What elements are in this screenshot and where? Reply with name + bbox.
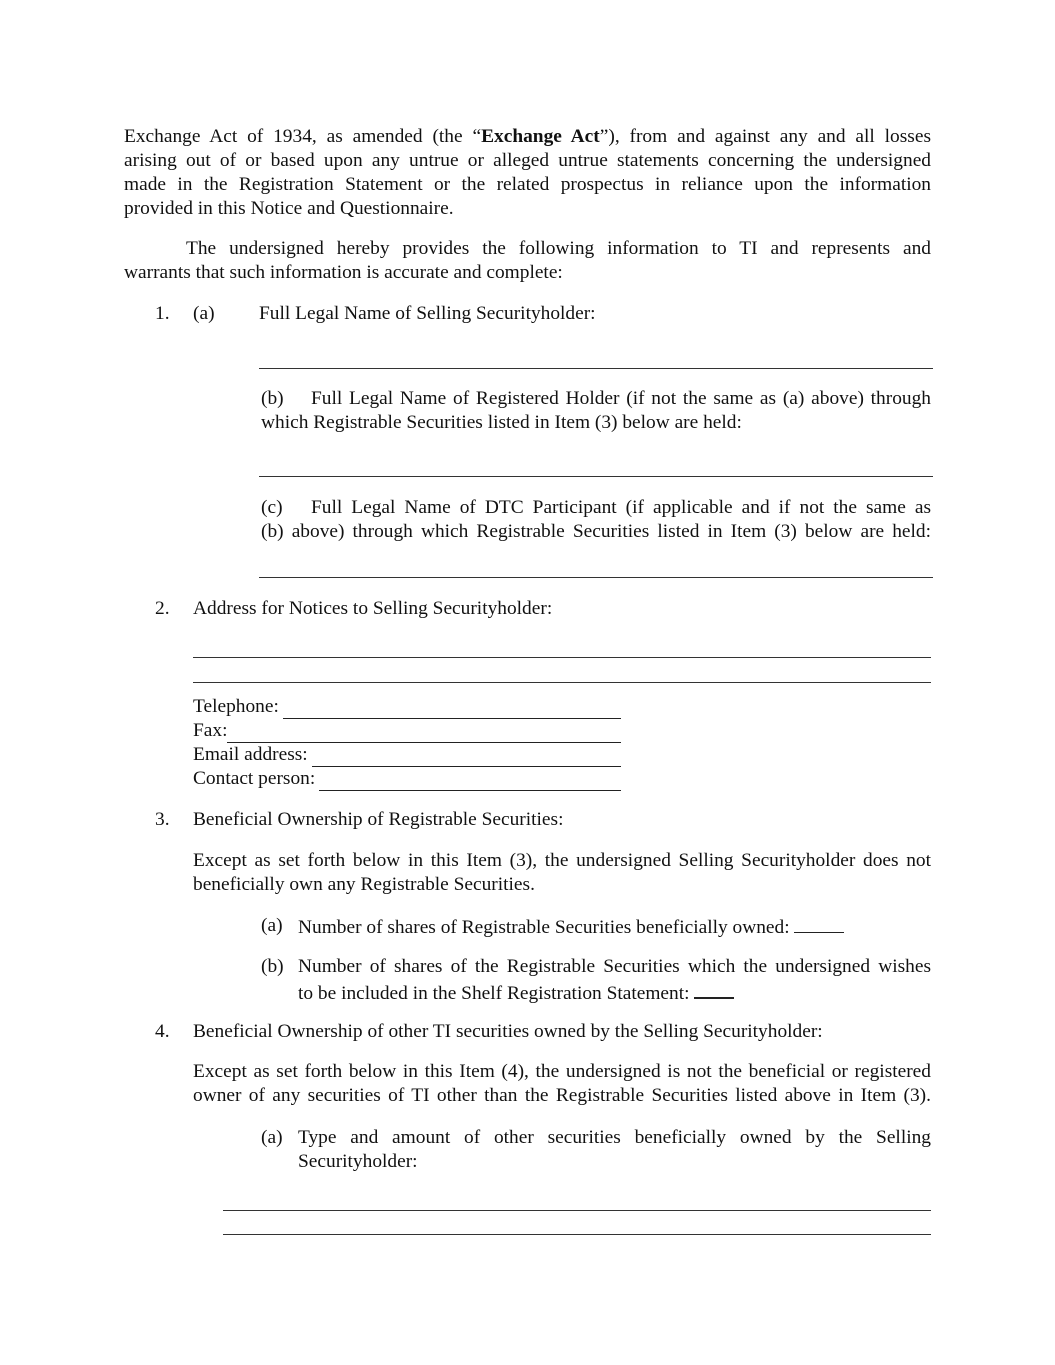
contact-person-label: Contact person: [193,768,316,789]
address-line-2[interactable] [193,682,931,683]
item-2-number: 2. [155,598,170,619]
item-1b-letter: (b) [261,388,284,409]
item-4a-line-2: Securityholder: [298,1151,418,1172]
email-input[interactable] [312,747,621,767]
item-1-number: 1. [155,303,170,324]
item-1c-line-1: Full Legal Name of DTC Participant (if applicable and if not the same as [311,497,931,518]
item-2-title: Address for Notices to Selling Securityholder: [193,598,553,619]
item-1a-letter: (a) [193,303,215,324]
other-securities-line-1[interactable] [223,1210,931,1211]
item-1c-answer-line[interactable] [259,577,933,578]
item-1a-text: Full Legal Name of Selling Securityholder: [259,303,596,324]
exchange-act-term: Exchange Act [481,126,600,147]
item-1c-letter: (c) [261,497,283,518]
item-3a-letter: (a) [261,915,283,936]
item-3b-letter: (b) [261,956,284,977]
item-1b-line-1: Full Legal Name of Registered Holder (if not the same as (a) above) through [311,388,931,409]
telephone-label: Telephone: [193,696,279,717]
item-3-title: Beneficial Ownership of Registrable Securities: [193,809,564,830]
fax-label: Fax: [193,720,228,741]
address-line-1[interactable] [193,657,931,658]
shares-to-include-input[interactable] [694,979,734,999]
intro-line-1: Exchange Act of 1934, as amended (the “Exchange Act”), from and against any and all losses [124,126,931,147]
item-4-body-line-1: Except as set forth below in this Item (4), the undersigned is not the beneficial or registered [193,1061,931,1082]
item-4-number: 4. [155,1021,170,1042]
fax-field[interactable] [193,719,621,743]
representation-line-1: The undersigned hereby provides the following information to TI and represents and [186,238,931,259]
item-3-body-line-1: Except as set forth below in this Item (3), the undersigned Selling Securityholder does not [193,850,931,871]
shares-owned-input[interactable] [794,914,844,933]
item-1c-line-2: (b) above) through which Registrable Securities listed in Item (3) below are held: [261,521,931,542]
item-3-number: 3. [155,809,170,830]
item-1b-answer-line[interactable] [259,476,933,477]
intro-line-4: provided in this Notice and Questionnaire. [124,198,454,219]
item-4-body-line-2: owner of any securities of TI other than the Registrable Securities listed above in Item (3). [193,1085,931,1106]
email-label: Email address: [193,744,308,765]
fax-input[interactable] [227,723,621,743]
other-securities-line-2[interactable] [223,1234,931,1235]
item-3a-text: Number of shares of Registrable Securities beneficially owned: [298,914,844,940]
contact-person-field[interactable] [193,767,621,791]
item-4a-letter: (a) [261,1127,283,1148]
item-3b-line-2: to be included in the Shelf Registration Statement: [298,979,734,1006]
email-field[interactable] [193,743,621,767]
item-1b-line-2: which Registrable Securities listed in Item (3) below are held: [261,412,742,433]
intro-line-3: made in the Registration Statement or the related prospectus in reliance upon the information [124,174,931,195]
contact-person-input[interactable] [319,771,621,791]
item-1a-answer-line[interactable] [259,368,933,369]
item-4-title: Beneficial Ownership of other TI securities owned by the Selling Securityholder: [193,1021,823,1042]
item-3b-line-1: Number of shares of the Registrable Securities which the undersigned wishes [298,956,931,977]
representation-line-2: warrants that such information is accurate and complete: [124,262,563,283]
intro-line-2: arising out of or based upon any untrue or alleged untrue statements concerning the undersigned [124,150,931,171]
item-4a-line-1: Type and amount of other securities beneficially owned by the Selling [298,1127,931,1148]
item-3-body-line-2: beneficially own any Registrable Securities. [193,874,535,895]
telephone-field[interactable] [193,695,621,719]
telephone-input[interactable] [283,699,621,719]
